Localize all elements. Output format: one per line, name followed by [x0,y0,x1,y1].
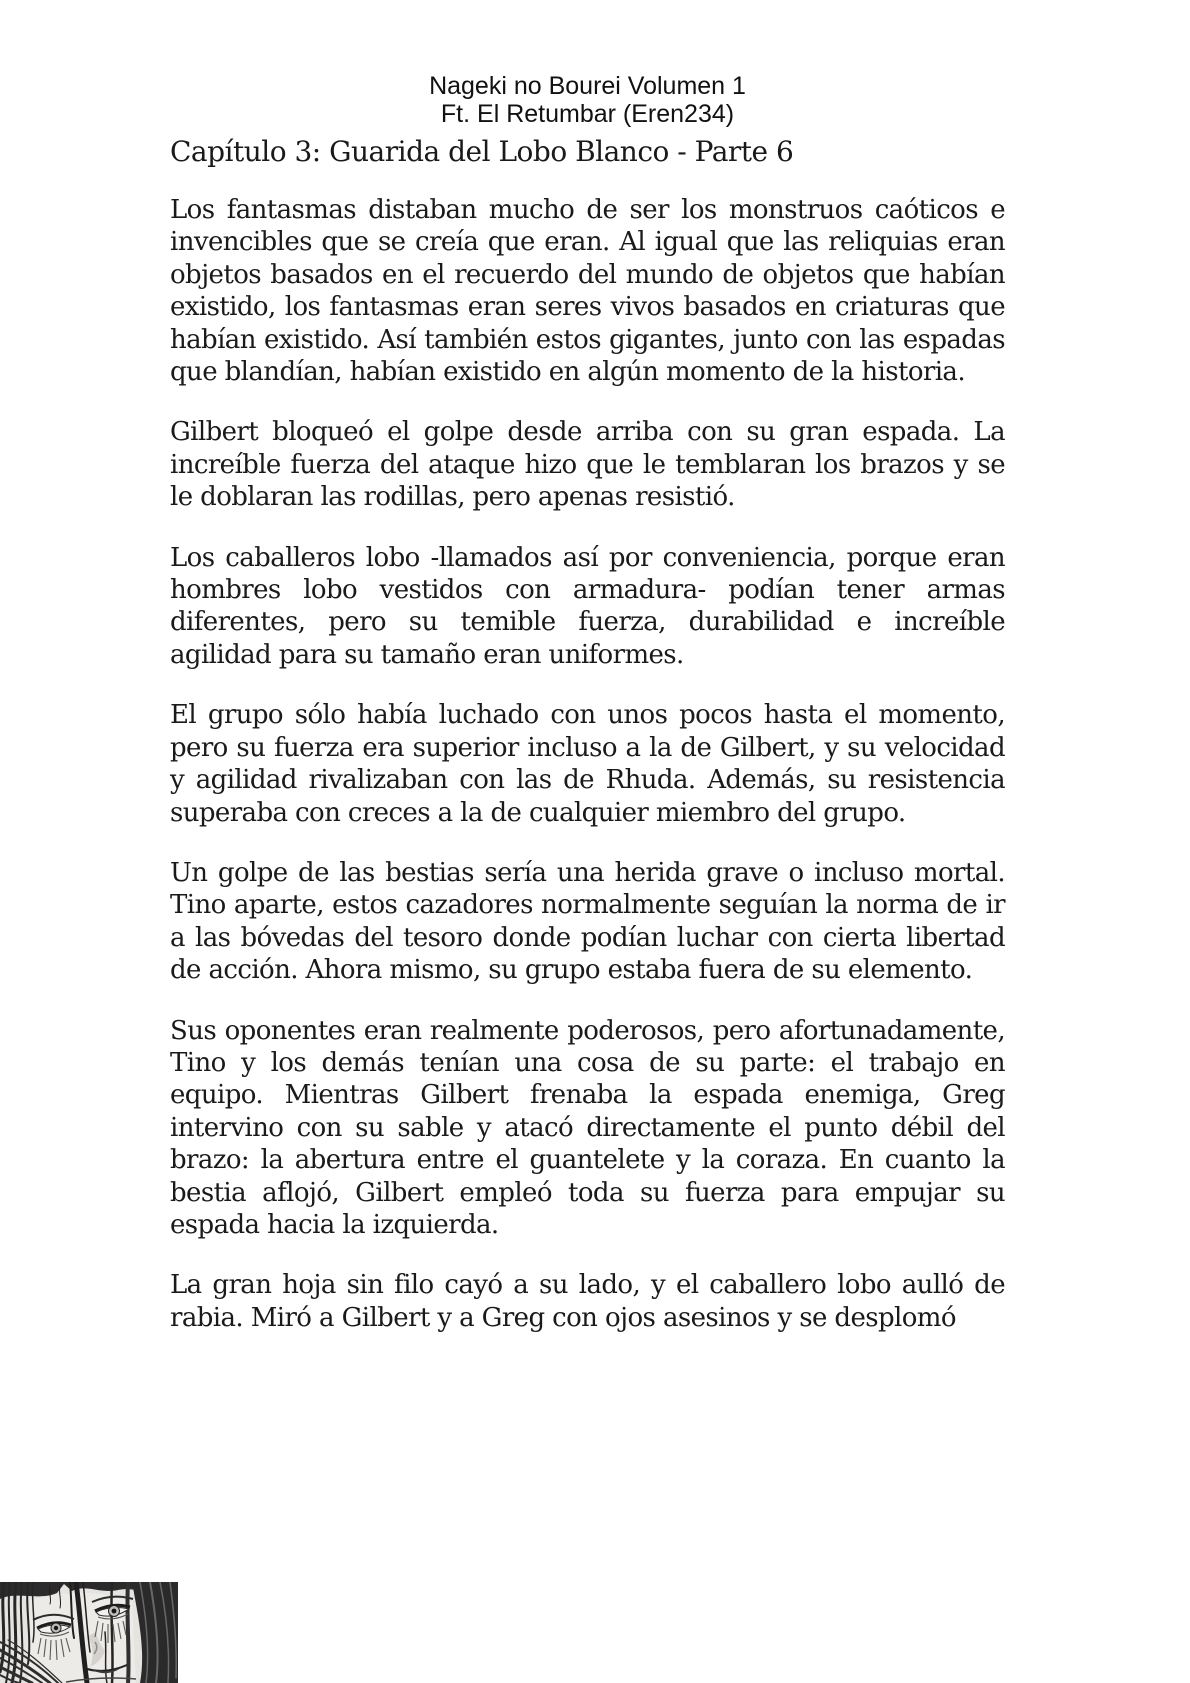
story-text [170,194,1005,1334]
paragraph-1: Los fantasmas distaban mucho de ser los monstruos caóticos e invencibles que se creía que eran. Al igual que las reliquias eran objetos basados en el recuerdo del mundo de objetos que habían existido, los fantasmas eran seres vivos basados en criaturas que habían existido. Así también estos gigantes, junto con las espadas que blandían, habían existido en algún momento de la historia. [170,195,1005,388]
paragraph-2: Gilbert bloqueó el golpe desde arriba con su gran espada. La increíble fuerza del ataque hizo que le temblaran los brazos y se le doblaran las rodillas, pero apenas resistió. [170,417,1005,513]
volume-title: Nageki no Bourei Volumen 1 [429,72,746,100]
translator-credit: Ft. El Retumbar (Eren234) [440,100,735,128]
chapter-title: Capítulo 3: Guarida del Lobo Blanco - Parte 6 [170,135,794,168]
paragraph-3: Los caballeros lobo -llamados así por conveniencia, porque eran hombres lobo vestidos con armadura- podían tener armas diferentes, pero su temible fuerza, durabilidad e increíble agilidad para su tamaño eran uniformes. [170,542,1005,670]
paragraph-5: Un golpe de las bestias sería una herida grave o incluso mortal. Tino aparte, estos cazadores normalmente seguían la norma de ir a las bóvedas del tesoro donde podían luchar con cierta libertad de acción. Ahora mismo, su grupo estaba fuera de su elemento. [170,857,1005,986]
paragraph-6: Sus oponentes eran realmente poderosos, pero afortunadamente, Tino y los demás tenían una cosa de su parte: el trabajo en equipo. Mientras Gilbert frenaba la espada enemiga, Greg intervino con su sable y atacó directamente el punto débil del brazo: la abertura entre el guantelete y la coraza. En cuanto la bestia aflojó, Gilbert empleó toda su fuerza para empujar su espada hacia la izquierda. [170,1015,1005,1240]
paragraph-4: El grupo sólo había luchado con unos pocos hasta el momento, pero su fuerza era superior incluso a la de Gilbert, y su velocidad y agilidad rivalizaban con las de Rhuda. Además, su resistencia superaba con creces a la de cualquier miembro del grupo. [170,700,1005,828]
paragraph-7: La gran hoja sin filo cayó a su lado, y el caballero lobo aulló de rabia. Miró a Gilbert y a Greg con ojos asesinos y se desplomó [170,1270,1005,1333]
manga-face-image [0,1582,178,1683]
manga-face-illustration [0,1582,178,1683]
document-header [170,72,1005,128]
